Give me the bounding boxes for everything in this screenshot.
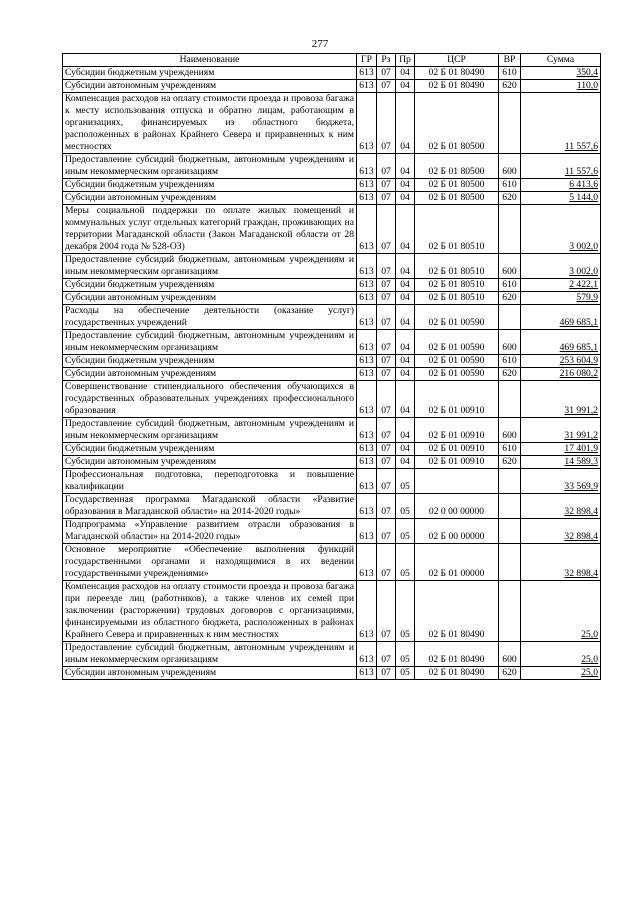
row-vr: 600 <box>499 330 521 355</box>
row-pr: 04 <box>396 192 415 205</box>
row-sum: 25,0 <box>521 581 601 642</box>
row-pr: 05 <box>396 519 415 544</box>
row-rz: 07 <box>377 642 396 667</box>
row-gr: 613 <box>357 179 377 192</box>
row-sum: 3 002,0 <box>521 205 601 254</box>
table-row <box>63 205 601 254</box>
row-gr: 613 <box>357 519 377 544</box>
row-rz: 07 <box>377 381 396 418</box>
row-rz: 07 <box>377 330 396 355</box>
row-name: Меры социальной поддержки по оплате жилых помещений и коммунальных услуг отдельных категорий граждан, проживающих на территории Магаданской области (Закон Магаданской области от 28 декабря 2004 года № 528-ОЗ) <box>63 205 357 254</box>
row-rz: 07 <box>377 80 396 93</box>
row-vr: 620 <box>499 667 521 680</box>
row-rz: 07 <box>377 443 396 456</box>
row-vr: 600 <box>499 418 521 443</box>
row-vr: 600 <box>499 154 521 179</box>
row-gr: 613 <box>357 67 377 80</box>
row-rz: 07 <box>377 581 396 642</box>
row-rz: 07 <box>377 667 396 680</box>
row-sum: 32 898,4 <box>521 519 601 544</box>
row-sum: 579,9 <box>521 292 601 305</box>
row-gr: 613 <box>357 292 377 305</box>
row-name: Компенсация расходов на оплату стоимости проезда и провоза багажа к месту использования отпуска и обратно лицам, работающим в организациях, финансируемых из областного бюджета, расположенных в районах Крайнего Севера и приравненных к ним местностях <box>63 93 357 154</box>
row-pr: 04 <box>396 179 415 192</box>
row-gr: 613 <box>357 667 377 680</box>
row-sum: 469 685,1 <box>521 305 601 330</box>
row-name: Субсидии бюджетным учреждениям <box>63 179 357 192</box>
row-sum: 25,0 <box>521 667 601 680</box>
row-vr: 620 <box>499 456 521 469</box>
row-vr: 610 <box>499 443 521 456</box>
row-name: Предоставление субсидий бюджетным, автономным учреждениям и иным некоммерческим организациям <box>63 642 357 667</box>
table-row <box>63 254 601 279</box>
table-row <box>63 494 601 519</box>
row-pr: 04 <box>396 93 415 154</box>
row-vr: 620 <box>499 192 521 205</box>
row-pr: 05 <box>396 667 415 680</box>
row-csr: 02 Б 01 80500 <box>415 93 499 154</box>
row-gr: 613 <box>357 205 377 254</box>
row-csr: 02 Б 01 00910 <box>415 381 499 418</box>
row-rz: 07 <box>377 418 396 443</box>
row-pr: 04 <box>396 368 415 381</box>
row-sum: 253 604,9 <box>521 355 601 368</box>
row-vr <box>499 544 521 581</box>
table-row <box>63 292 601 305</box>
header-name: Наименование <box>63 54 357 67</box>
row-name: Профессиональная подготовка, переподготовка и повышение квалификации <box>63 469 357 494</box>
table-row <box>63 469 601 494</box>
row-rz: 07 <box>377 93 396 154</box>
row-gr: 613 <box>357 443 377 456</box>
row-gr: 613 <box>357 381 377 418</box>
row-name: Предоставление субсидий бюджетным, автономным учреждениям и иным некоммерческим организациям <box>63 418 357 443</box>
row-csr: 02 Б 01 00590 <box>415 368 499 381</box>
row-pr: 04 <box>396 292 415 305</box>
row-name: Предоставление субсидий бюджетным, автономным учреждениям и иным некоммерческим организациям <box>63 254 357 279</box>
row-pr: 05 <box>396 642 415 667</box>
row-csr: 02 Б 01 00590 <box>415 330 499 355</box>
row-sum: 350,4 <box>521 67 601 80</box>
row-vr <box>499 494 521 519</box>
row-pr: 04 <box>396 456 415 469</box>
row-csr: 02 Б 01 80500 <box>415 154 499 179</box>
row-name: Субсидии автономным учреждениям <box>63 192 357 205</box>
row-gr: 613 <box>357 93 377 154</box>
row-pr: 05 <box>396 494 415 519</box>
row-name: Субсидии бюджетным учреждениям <box>63 67 357 80</box>
row-gr: 613 <box>357 494 377 519</box>
row-gr: 613 <box>357 279 377 292</box>
table-row <box>63 381 601 418</box>
row-csr: 02 Б 01 80510 <box>415 292 499 305</box>
row-name: Субсидии бюджетным учреждениям <box>63 443 357 456</box>
row-sum: 216 080,2 <box>521 368 601 381</box>
header-rz: Рз <box>377 54 396 67</box>
row-pr: 04 <box>396 154 415 179</box>
table-row <box>63 544 601 581</box>
row-gr: 613 <box>357 368 377 381</box>
row-csr: 02 Б 01 80490 <box>415 581 499 642</box>
row-rz: 07 <box>377 292 396 305</box>
row-pr: 04 <box>396 381 415 418</box>
row-gr: 613 <box>357 330 377 355</box>
row-csr: 02 Б 01 80490 <box>415 642 499 667</box>
row-rz: 07 <box>377 368 396 381</box>
table-row <box>63 519 601 544</box>
row-vr: 610 <box>499 279 521 292</box>
table-row <box>63 67 601 80</box>
row-csr <box>415 469 499 494</box>
row-gr: 613 <box>357 254 377 279</box>
table-row <box>63 368 601 381</box>
row-sum: 5 144,0 <box>521 192 601 205</box>
table-row <box>63 667 601 680</box>
row-rz: 07 <box>377 355 396 368</box>
row-gr: 613 <box>357 418 377 443</box>
row-rz: 07 <box>377 544 396 581</box>
row-csr: 02 Б 01 00910 <box>415 443 499 456</box>
row-sum: 2 422,1 <box>521 279 601 292</box>
table-row <box>63 80 601 93</box>
row-csr: 02 Б 01 80490 <box>415 80 499 93</box>
row-name: Субсидии бюджетным учреждениям <box>63 279 357 292</box>
row-vr: 610 <box>499 355 521 368</box>
header-sum: Сумма <box>521 54 601 67</box>
row-sum: 11 557,6 <box>521 154 601 179</box>
row-rz: 07 <box>377 179 396 192</box>
row-csr: 02 Б 01 80510 <box>415 254 499 279</box>
budget-table <box>62 53 601 680</box>
row-name: Подпрограмма «Управление развитием отрасли образования в Магаданской области» на 2014-2020 годы» <box>63 519 357 544</box>
row-rz: 07 <box>377 205 396 254</box>
row-sum: 33 569,9 <box>521 469 601 494</box>
header-vr: ВР <box>499 54 521 67</box>
row-name: Совершенствование стипендиального обеспечения обучающихся в государственных образовательных учреждениях профессионального образования <box>63 381 357 418</box>
row-vr: 600 <box>499 254 521 279</box>
row-sum: 31 991,2 <box>521 381 601 418</box>
row-rz: 07 <box>377 192 396 205</box>
row-vr: 610 <box>499 179 521 192</box>
row-gr: 613 <box>357 469 377 494</box>
row-pr: 04 <box>396 443 415 456</box>
row-name: Расходы на обеспечение деятельности (оказание услуг) государственных учреждений <box>63 305 357 330</box>
row-name: Государственная программа Магаданской области «Развитие образования в Магаданской области» на 2014-2020 годы» <box>63 494 357 519</box>
row-gr: 613 <box>357 154 377 179</box>
row-name: Субсидии автономным учреждениям <box>63 80 357 93</box>
table-row <box>63 279 601 292</box>
row-pr: 05 <box>396 469 415 494</box>
row-vr <box>499 381 521 418</box>
row-csr: 02 Б 01 80490 <box>415 67 499 80</box>
table-row <box>63 642 601 667</box>
row-sum: 31 991,2 <box>521 418 601 443</box>
table-row <box>63 330 601 355</box>
row-sum: 14 589,3 <box>521 456 601 469</box>
row-pr: 04 <box>396 279 415 292</box>
row-csr: 02 0 00 00000 <box>415 494 499 519</box>
row-vr <box>499 305 521 330</box>
row-name: Субсидии бюджетным учреждениям <box>63 355 357 368</box>
row-csr: 02 Б 01 80500 <box>415 179 499 192</box>
row-pr: 05 <box>396 544 415 581</box>
table-row <box>63 192 601 205</box>
row-vr <box>499 205 521 254</box>
row-sum: 3 002,0 <box>521 254 601 279</box>
row-rz: 07 <box>377 154 396 179</box>
row-gr: 613 <box>357 355 377 368</box>
row-rz: 07 <box>377 456 396 469</box>
row-gr: 613 <box>357 305 377 330</box>
row-name: Предоставление субсидий бюджетным, автономным учреждениям и иным некоммерческим организациям <box>63 330 357 355</box>
row-pr: 04 <box>396 330 415 355</box>
row-rz: 07 <box>377 519 396 544</box>
row-vr: 600 <box>499 642 521 667</box>
table-row <box>63 418 601 443</box>
row-vr <box>499 469 521 494</box>
table-row <box>63 179 601 192</box>
row-sum: 11 557,6 <box>521 93 601 154</box>
table-row <box>63 581 601 642</box>
row-pr: 04 <box>396 305 415 330</box>
row-sum: 25,0 <box>521 642 601 667</box>
row-sum: 469 685,1 <box>521 330 601 355</box>
row-csr: 02 Б 01 00000 <box>415 544 499 581</box>
row-sum: 32 898,4 <box>521 494 601 519</box>
row-vr <box>499 581 521 642</box>
row-sum: 32 898,4 <box>521 544 601 581</box>
row-vr: 620 <box>499 80 521 93</box>
row-rz: 07 <box>377 254 396 279</box>
row-name: Основное мероприятие «Обеспечение выполнения функций государственными органами и находящимися в их ведении государственными учреждениями» <box>63 544 357 581</box>
header-csr: ЦСР <box>415 54 499 67</box>
row-vr: 620 <box>499 368 521 381</box>
row-csr: 02 Б 01 80510 <box>415 279 499 292</box>
row-pr: 04 <box>396 80 415 93</box>
header-pr: Пр <box>396 54 415 67</box>
row-gr: 613 <box>357 544 377 581</box>
row-csr: 02 Б 01 80500 <box>415 192 499 205</box>
row-pr: 04 <box>396 418 415 443</box>
row-pr: 04 <box>396 254 415 279</box>
row-name: Субсидии автономным учреждениям <box>63 667 357 680</box>
row-rz: 07 <box>377 305 396 330</box>
row-csr: 02 Б 01 00910 <box>415 456 499 469</box>
row-csr: 02 Б 00 00000 <box>415 519 499 544</box>
row-vr: 610 <box>499 67 521 80</box>
table-row <box>63 355 601 368</box>
row-rz: 07 <box>377 469 396 494</box>
row-sum: 6 413,6 <box>521 179 601 192</box>
row-pr: 05 <box>396 581 415 642</box>
row-csr: 02 Б 01 80490 <box>415 667 499 680</box>
row-gr: 613 <box>357 192 377 205</box>
row-gr: 613 <box>357 581 377 642</box>
row-csr: 02 Б 01 00910 <box>415 418 499 443</box>
row-vr <box>499 93 521 154</box>
row-vr: 620 <box>499 292 521 305</box>
table-row <box>63 443 601 456</box>
row-csr: 02 Б 01 80510 <box>415 205 499 254</box>
table-header-row <box>63 54 601 67</box>
row-name: Субсидии автономным учреждениям <box>63 456 357 469</box>
row-gr: 613 <box>357 456 377 469</box>
header-gr: ГР <box>357 54 377 67</box>
row-name: Предоставление субсидий бюджетным, автономным учреждениям и иным некоммерческим организациям <box>63 154 357 179</box>
row-rz: 07 <box>377 279 396 292</box>
row-sum: 110,0 <box>521 80 601 93</box>
row-rz: 07 <box>377 494 396 519</box>
row-gr: 613 <box>357 642 377 667</box>
table-row <box>63 154 601 179</box>
row-name: Субсидии автономным учреждениям <box>63 368 357 381</box>
row-name: Компенсация расходов на оплату стоимости проезда и провоза багажа при переезде лиц (работников), а также членов их семей при заключении (расторжении) трудовых договоров с организациями, финансируемыми из областного бюджета, расположенных в районах Крайнего Севера и приравненных к ним местностях <box>63 581 357 642</box>
row-pr: 04 <box>396 205 415 254</box>
page-number: 277 <box>311 38 329 50</box>
row-csr: 02 Б 01 00590 <box>415 355 499 368</box>
row-vr <box>499 519 521 544</box>
row-pr: 04 <box>396 67 415 80</box>
row-csr: 02 Б 01 00590 <box>415 305 499 330</box>
row-pr: 04 <box>396 355 415 368</box>
table-row <box>63 305 601 330</box>
table-row <box>63 93 601 154</box>
row-name: Субсидии автономным учреждениям <box>63 292 357 305</box>
row-sum: 17 401,9 <box>521 443 601 456</box>
row-gr: 613 <box>357 80 377 93</box>
table-row <box>63 456 601 469</box>
row-rz: 07 <box>377 67 396 80</box>
